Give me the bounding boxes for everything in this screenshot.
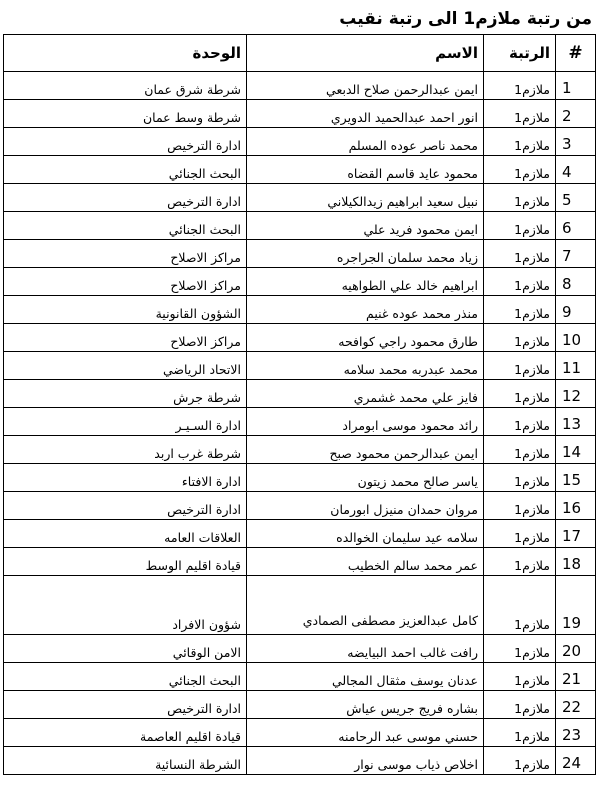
table-row xyxy=(4,240,596,268)
unit-cell: ادارة الترخيص xyxy=(4,691,247,719)
row-number: 19 xyxy=(556,576,596,635)
table-row xyxy=(4,380,596,408)
row-number: 13 xyxy=(556,408,596,436)
rank-cell: ملازم1 xyxy=(484,100,556,128)
name-cell: بشاره فريج جريس عياش xyxy=(247,691,484,719)
row-number: 17 xyxy=(556,520,596,548)
name-cell: اخلاص ذياب موسى نوار xyxy=(247,747,484,775)
rank-cell: ملازم1 xyxy=(484,492,556,520)
header-rank: الرتبة xyxy=(484,35,556,72)
unit-cell: الشرطة النسائية xyxy=(4,747,247,775)
name-cell: عمر محمد سالم الخطيب xyxy=(247,548,484,576)
row-number: 24 xyxy=(556,747,596,775)
unit-cell: شرطة جرش xyxy=(4,380,247,408)
row-number: 1 xyxy=(556,72,596,100)
table-row xyxy=(4,663,596,691)
unit-cell: الشؤون القانونية xyxy=(4,296,247,324)
name-cell: عدنان يوسف مثقال المجالي xyxy=(247,663,484,691)
table-row xyxy=(4,128,596,156)
row-number: 15 xyxy=(556,464,596,492)
name-cell: سلامه عيد سليمان الخوالده xyxy=(247,520,484,548)
table-header-row xyxy=(4,35,596,72)
table-row xyxy=(4,520,596,548)
table-row xyxy=(4,156,596,184)
row-number: 21 xyxy=(556,663,596,691)
unit-cell: مراكز الاصلاح xyxy=(4,324,247,352)
unit-cell: شرطة شرق عمان xyxy=(4,72,247,100)
row-number: 20 xyxy=(556,635,596,663)
name-cell: ياسر صالح محمد زيتون xyxy=(247,464,484,492)
unit-cell: ادارة السـيـر xyxy=(4,408,247,436)
rank-cell: ملازم1 xyxy=(484,128,556,156)
header-number: # xyxy=(556,35,596,72)
row-number: 9 xyxy=(556,296,596,324)
name-cell: ايمن محمود فريد علي xyxy=(247,212,484,240)
row-number: 11 xyxy=(556,352,596,380)
rank-cell: ملازم1 xyxy=(484,719,556,747)
header-unit: الوحدة xyxy=(4,35,247,72)
row-number: 7 xyxy=(556,240,596,268)
row-number: 2 xyxy=(556,100,596,128)
name-cell: حسني موسى عبد الرحامنه xyxy=(247,719,484,747)
name-cell: نبيل سعيد ابراهيم زيدالكيلاني xyxy=(247,184,484,212)
row-number: 8 xyxy=(556,268,596,296)
header-name: الاسم xyxy=(247,35,484,72)
rank-cell: ملازم1 xyxy=(484,268,556,296)
name-cell: فايز علي محمد غشمري xyxy=(247,380,484,408)
unit-cell: ادارة الافتاء xyxy=(4,464,247,492)
rank-cell: ملازم1 xyxy=(484,663,556,691)
row-number: 3 xyxy=(556,128,596,156)
rank-cell: ملازم1 xyxy=(484,747,556,775)
unit-cell: ادارة الترخيص xyxy=(4,492,247,520)
name-cell: انور احمد عبدالحميد الدويري xyxy=(247,100,484,128)
page-title: من رتبة ملازم1 الى رتبة نقيب xyxy=(339,9,592,29)
unit-cell: ادارة الترخيص xyxy=(4,128,247,156)
table-row xyxy=(4,212,596,240)
row-number: 10 xyxy=(556,324,596,352)
unit-cell: الاتحاد الرياضي xyxy=(4,352,247,380)
rank-cell: ملازم1 xyxy=(484,296,556,324)
rank-cell: ملازم1 xyxy=(484,635,556,663)
table-row xyxy=(4,747,596,775)
row-number: 6 xyxy=(556,212,596,240)
rank-cell: ملازم1 xyxy=(484,212,556,240)
rank-cell: ملازم1 xyxy=(484,240,556,268)
unit-cell: مراكز الاصلاح xyxy=(4,240,247,268)
unit-cell: العلاقات العامه xyxy=(4,520,247,548)
table-row xyxy=(4,691,596,719)
name-cell: ايمن عبدالرحمن صلاح الدبعي xyxy=(247,72,484,100)
table-row xyxy=(4,100,596,128)
promotion-table xyxy=(3,34,596,775)
name-cell: ابراهيم خالد علي الطواهيه xyxy=(247,268,484,296)
table-row xyxy=(4,635,596,663)
name-cell: رائد محمود موسى ابومراد xyxy=(247,408,484,436)
unit-cell: شرطة وسط عمان xyxy=(4,100,247,128)
row-number: 16 xyxy=(556,492,596,520)
row-number: 5 xyxy=(556,184,596,212)
rank-cell: ملازم1 xyxy=(484,156,556,184)
unit-cell: قيادة اقليم الوسط xyxy=(4,548,247,576)
unit-cell: البحث الجنائي xyxy=(4,663,247,691)
name-cell: مروان حمدان منيزل ابورمان xyxy=(247,492,484,520)
row-number: 23 xyxy=(556,719,596,747)
name-cell: محمد ناصر عوده المسلم xyxy=(247,128,484,156)
name-cell: طارق محمود راجي كوافحه xyxy=(247,324,484,352)
table-row xyxy=(4,576,596,635)
name-cell: رافت غالب احمد البيايضه xyxy=(247,635,484,663)
unit-cell: البحث الجنائي xyxy=(4,212,247,240)
row-number: 4 xyxy=(556,156,596,184)
name-cell: منذر محمد عوده غنيم xyxy=(247,296,484,324)
table-row xyxy=(4,492,596,520)
unit-cell: البحث الجنائي xyxy=(4,156,247,184)
name-cell: محمود عايد قاسم القضاه xyxy=(247,156,484,184)
table-row xyxy=(4,548,596,576)
table-row xyxy=(4,72,596,100)
rank-cell: ملازم1 xyxy=(484,184,556,212)
name-cell: كامل عبدالعزيز مصطفى الصمادي xyxy=(247,576,484,635)
table-row xyxy=(4,268,596,296)
rank-cell: ملازم1 xyxy=(484,464,556,492)
table-row xyxy=(4,324,596,352)
row-number: 22 xyxy=(556,691,596,719)
rank-cell: ملازم1 xyxy=(484,576,556,635)
row-number: 14 xyxy=(556,436,596,464)
rank-cell: ملازم1 xyxy=(484,548,556,576)
unit-cell: قيادة اقليم العاصمة xyxy=(4,719,247,747)
table-row xyxy=(4,352,596,380)
unit-cell: مراكز الاصلاح xyxy=(4,268,247,296)
rank-cell: ملازم1 xyxy=(484,380,556,408)
table-row xyxy=(4,408,596,436)
rank-cell: ملازم1 xyxy=(484,352,556,380)
rank-cell: ملازم1 xyxy=(484,691,556,719)
table-row xyxy=(4,184,596,212)
rank-cell: ملازم1 xyxy=(484,520,556,548)
table-row xyxy=(4,296,596,324)
unit-cell: ادارة الترخيص xyxy=(4,184,247,212)
unit-cell: الامن الوقائي xyxy=(4,635,247,663)
rank-cell: ملازم1 xyxy=(484,324,556,352)
table-row xyxy=(4,719,596,747)
rank-cell: ملازم1 xyxy=(484,408,556,436)
rank-cell: ملازم1 xyxy=(484,436,556,464)
row-number: 18 xyxy=(556,548,596,576)
table-row xyxy=(4,464,596,492)
name-cell: زياد محمد سلمان الجراجره xyxy=(247,240,484,268)
name-cell: محمد عبدربه محمد سلامه xyxy=(247,352,484,380)
unit-cell: شؤون الافراد xyxy=(4,576,247,635)
row-number: 12 xyxy=(556,380,596,408)
unit-cell: شرطة غرب اربد xyxy=(4,436,247,464)
table-body xyxy=(4,72,596,775)
name-cell: ايمن عبدالرحمن محمود صبح xyxy=(247,436,484,464)
table-row xyxy=(4,436,596,464)
rank-cell: ملازم1 xyxy=(484,72,556,100)
